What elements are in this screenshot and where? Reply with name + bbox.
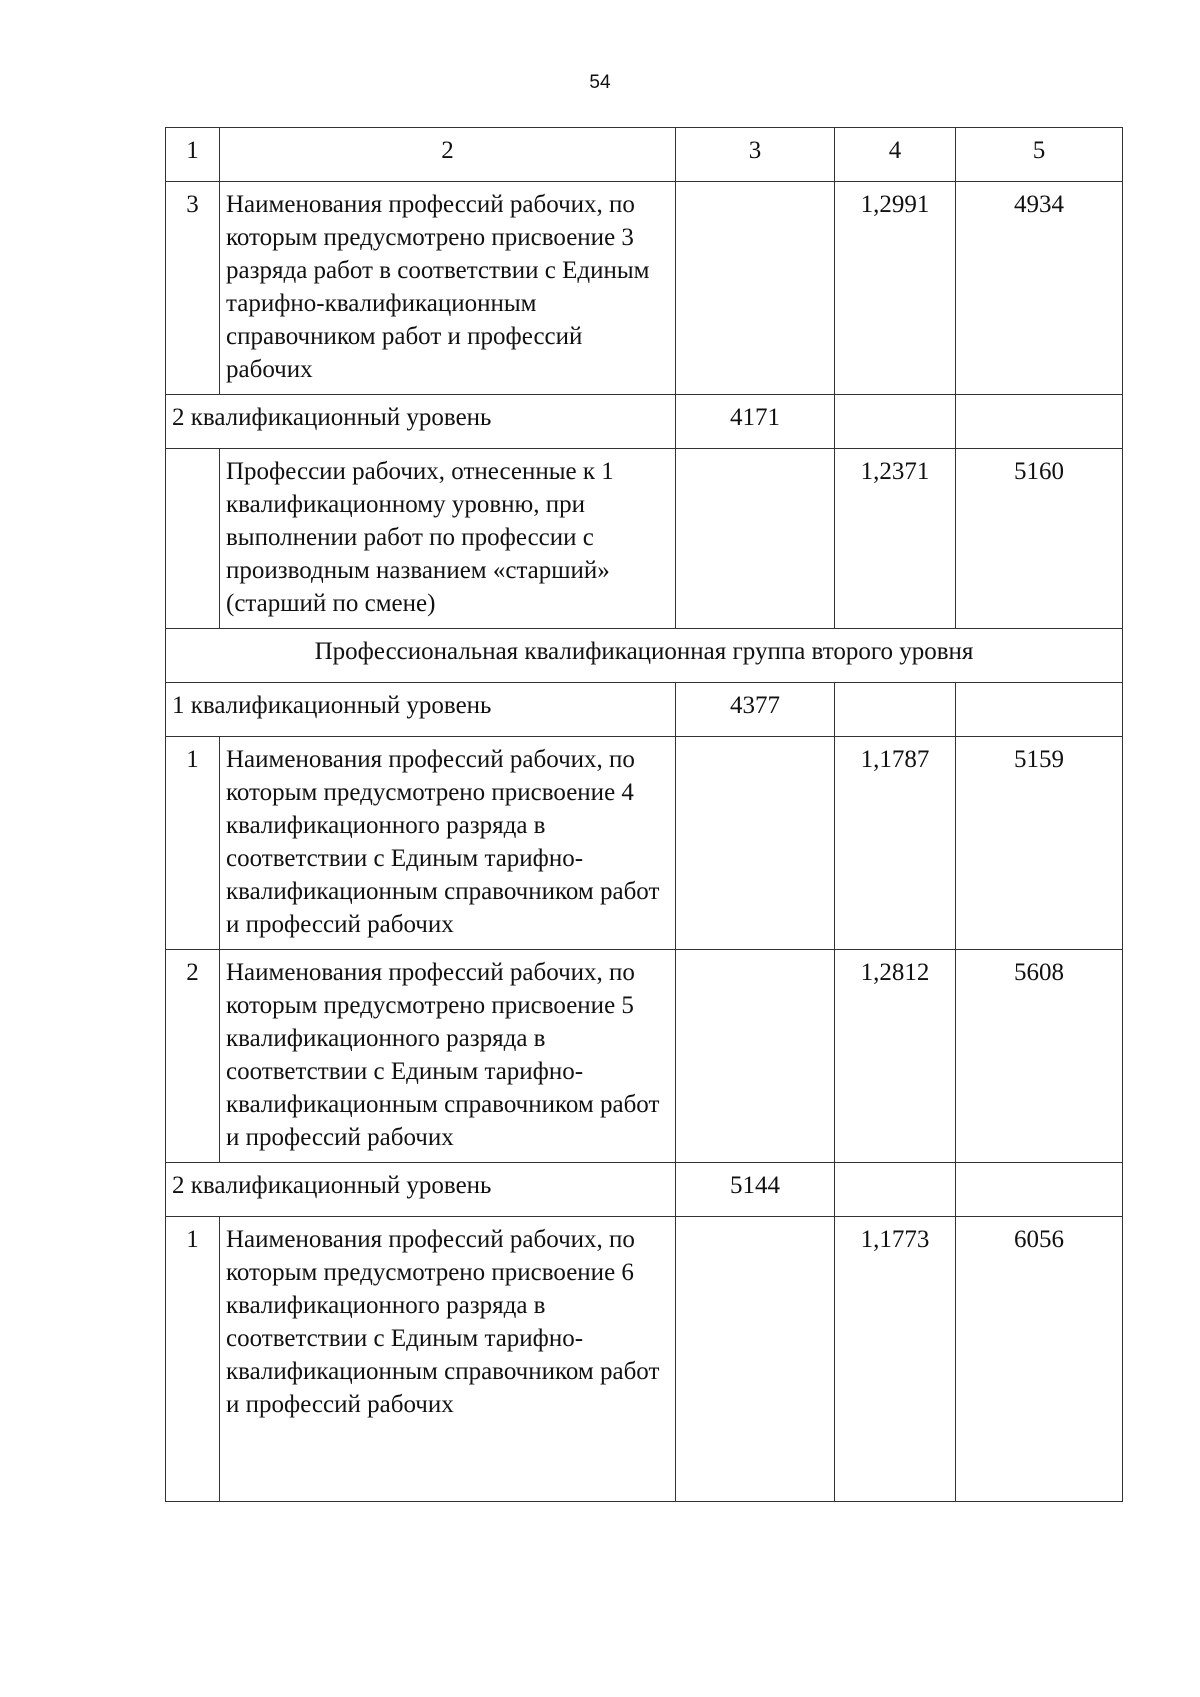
qualification-group-title: Профессиональная квалификационная группа второго уровня [166,629,1123,683]
salary-cell: 5159 [956,737,1123,950]
page-number: 54 [589,72,611,93]
salary-cell [956,1163,1123,1217]
column-number-2: 2 [220,128,676,182]
qualification-level-row [166,1163,1123,1217]
profession-description: Наименования профессий рабочих, по которым предусмотрено присвоение 3 разряда работ в соответствии с Единым тарифно-квалификационным справочником работ и профессий рабочих [220,182,676,395]
column-number-4: 4 [835,128,956,182]
profession-description: Профессии рабочих, отнесенные к 1 квалификационному уровню, при выполнении работ по профессии с производным названием «старший» (старший по смене) [220,449,676,629]
table-row [166,737,1123,950]
qualification-level-label: 1 квалификационный уровень [166,683,676,737]
table-row [166,950,1123,1163]
profession-description: Наименования профессий рабочих, по которым предусмотрено присвоение 6 квалификационного разряда в соответствии с Единым тарифно-квалификационным справочником работ и профессий рабочих [220,1217,676,1502]
salary-cell: 5160 [956,449,1123,629]
coefficient-cell: 1,2812 [835,950,956,1163]
qualification-level-label: 2 квалификационный уровень [166,1163,676,1217]
salary-cell: 6056 [956,1217,1123,1502]
base-salary-cell [676,1217,835,1502]
base-salary-cell [676,737,835,950]
coefficient-cell: 1,2991 [835,182,956,395]
qualification-group-row [166,629,1123,683]
coefficient-cell: 1,1787 [835,737,956,950]
qualification-level-label: 2 квалификационный уровень [166,395,676,449]
coefficient-cell [835,683,956,737]
coefficient-cell [835,395,956,449]
table-row [166,449,1123,629]
row-number: 3 [166,182,220,395]
qualification-level-row [166,395,1123,449]
base-salary-cell [676,449,835,629]
column-number-5: 5 [956,128,1123,182]
coefficient-cell: 1,2371 [835,449,956,629]
salary-cell: 5608 [956,950,1123,1163]
column-number-3: 3 [676,128,835,182]
salary-cell [956,683,1123,737]
base-salary-cell [676,182,835,395]
coefficient-cell [835,1163,956,1217]
qualification-level-row [166,683,1123,737]
row-number: 1 [166,1217,220,1502]
table-header-row [166,128,1123,182]
coefficient-cell: 1,1773 [835,1217,956,1502]
qualification-table [165,127,1123,1502]
column-number-1: 1 [166,128,220,182]
salary-cell [956,395,1123,449]
profession-description: Наименования профессий рабочих, по которым предусмотрено присвоение 5 квалификационного разряда в соответствии с Единым тарифно-квалификационным справочником работ и профессий рабочих [220,950,676,1163]
table-row [166,182,1123,395]
base-salary-cell: 4377 [676,683,835,737]
base-salary-cell: 4171 [676,395,835,449]
row-number: 2 [166,950,220,1163]
base-salary-cell: 5144 [676,1163,835,1217]
table-row [166,1217,1123,1502]
row-number: 1 [166,737,220,950]
salary-cell: 4934 [956,182,1123,395]
row-number [166,449,220,629]
base-salary-cell [676,950,835,1163]
profession-description: Наименования профессий рабочих, по которым предусмотрено присвоение 4 квалификационного разряда в соответствии с Единым тарифно-квалификационным справочником работ и профессий рабочих [220,737,676,950]
